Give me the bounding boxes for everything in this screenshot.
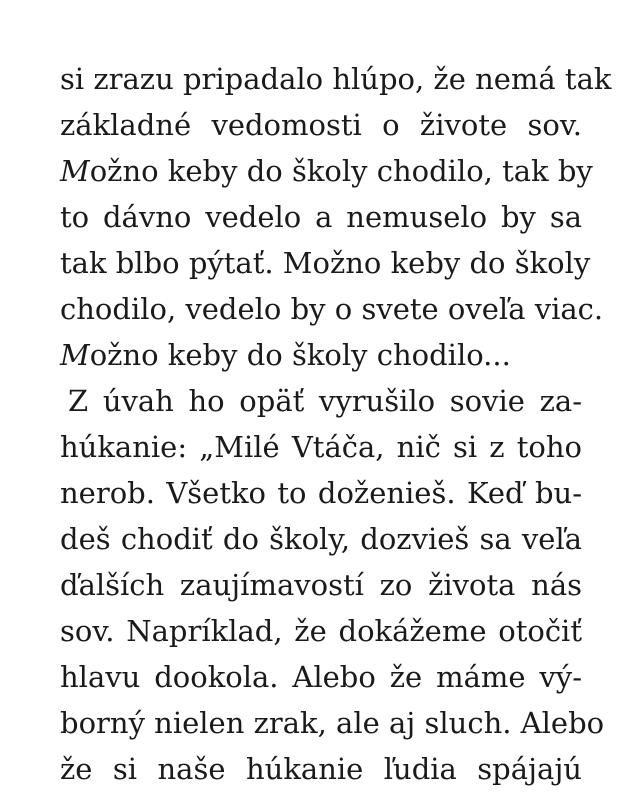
page-text [60,56,612,792]
text-line: hlavu dookola. Alebo že máme vý- [60,660,582,694]
paragraph-1 [60,56,612,378]
text-line: to dávno vedelo a nemuselo by sa [60,200,582,234]
text-line: Z úvah ho opäť vyrušilo sovie za- [68,384,582,418]
text-line: ďalších zaujímavostí zo života nás [60,568,582,602]
text-line: si zrazu pripadalo hlúpo, že nemá tak [60,62,612,96]
text-line: Možno keby do školy chodilo, tak by [60,154,593,188]
text-line: tak blbo pýtať. Možno keby do školy [60,246,591,280]
text-line: Možno keby do školy chodilo... [60,338,511,372]
text-line: sov. Napríklad, že dokážeme otočiť [60,614,582,648]
text-line: že si naše húkanie ľudia spájajú [60,752,582,786]
text-line: húkanie: „Milé Vtáča, nič si z toho [60,430,582,464]
text-line: nerob. Všetko to doženieš. Keď bu- [60,476,582,510]
text-line: základné vedomosti o živote sov. [60,108,582,142]
text-line: borný nielen zrak, ale aj sluch. Alebo [60,706,605,740]
text-line: chodilo, vedelo by o svete oveľa viac. [60,292,604,326]
text-line: deš chodiť do školy, dozvieš sa veľa [60,522,582,556]
paragraph-2 [60,378,605,792]
